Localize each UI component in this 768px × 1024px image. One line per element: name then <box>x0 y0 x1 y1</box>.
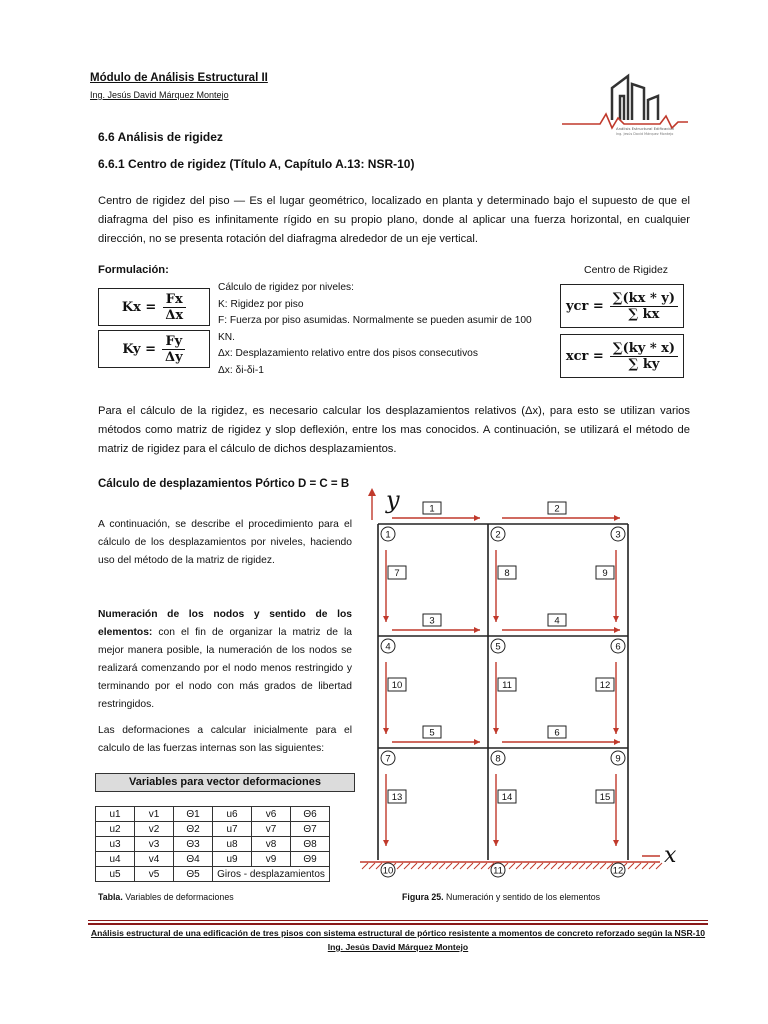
ground-hatch <box>586 863 592 869</box>
beam-arrowhead <box>474 515 480 521</box>
beam-label: 5 <box>429 727 435 739</box>
ground-hatch <box>600 863 606 869</box>
ground-hatch <box>467 863 473 869</box>
node-label: 4 <box>385 641 391 653</box>
column-arrowhead <box>493 840 499 846</box>
column-label: 11 <box>502 680 512 691</box>
ground-hatch <box>635 863 641 869</box>
variables-table <box>95 806 330 882</box>
ground-hatch <box>418 863 424 869</box>
subsection-heading: 6.6.1 Centro de rigidez (Título A, Capítulo A.13: NSR-10) <box>98 157 415 171</box>
ground-hatch <box>432 863 438 869</box>
column-arrowhead <box>493 728 499 734</box>
column-arrowhead <box>613 840 619 846</box>
logo-text-2: Ing. Jesús David Márquez Montejo <box>616 132 674 136</box>
beam-label: 4 <box>554 615 560 627</box>
ground-hatch <box>551 863 557 869</box>
column-label: 7 <box>394 568 400 579</box>
section-heading: 6.6 Análisis de rigidez <box>98 130 223 144</box>
node-label: 1 <box>385 529 391 541</box>
ground-hatch <box>579 863 585 869</box>
column-label: 13 <box>391 792 403 803</box>
column-arrowhead <box>613 616 619 622</box>
beam-arrowhead <box>614 627 620 633</box>
logo-text-1: Análisis Estructural Edificación <box>616 126 675 131</box>
beam-label: 3 <box>429 615 435 627</box>
column-label: 9 <box>602 568 608 579</box>
ground-hatch <box>649 863 655 869</box>
ground-hatch <box>446 863 452 869</box>
xcr-formula: xcr = $\frac{\sum(ky * x)}{\sum ky}$ <box>560 334 684 378</box>
frame-figure <box>360 486 690 890</box>
column-label: 15 <box>599 792 611 803</box>
column-label: 8 <box>504 568 510 579</box>
node-label: 8 <box>495 753 501 765</box>
ground-hatch <box>628 863 634 869</box>
ground-hatch <box>593 863 599 869</box>
footer-rule <box>88 920 708 921</box>
node-label: 2 <box>495 529 501 541</box>
column-arrowhead <box>383 840 389 846</box>
ground-hatch <box>362 863 368 869</box>
column-label: 10 <box>391 680 403 691</box>
footer-line-2: Ing. Jesús David Márquez Montejo <box>327 942 469 952</box>
beam-arrowhead <box>614 515 620 521</box>
ground-hatch <box>509 863 515 869</box>
table-row: u2 v2 Θ2 u7 v7 Θ7 <box>96 822 330 837</box>
ground-hatch <box>411 863 417 869</box>
beam-label: 1 <box>429 503 435 515</box>
column-arrowhead <box>613 728 619 734</box>
centro-rigidez-label: Centro de Rigidez <box>584 264 669 276</box>
ground-hatch <box>404 863 410 869</box>
header-author: Ing. Jesús David Márquez Montejo <box>90 90 229 100</box>
node-label: 9 <box>615 753 621 765</box>
node-label: 6 <box>615 641 621 653</box>
ground-hatch <box>397 863 403 869</box>
ground-hatch <box>656 863 662 869</box>
node-label: 3 <box>615 529 621 541</box>
table-row: u1 v1 Θ1 u6 v6 Θ6 <box>96 807 330 822</box>
column-arrowhead <box>383 616 389 622</box>
table-row: u5 v5 Θ5 Giros - desplazamientos <box>96 867 330 882</box>
table-row: u3 v3 Θ3 u8 v8 Θ8 <box>96 837 330 852</box>
column-arrowhead <box>493 616 499 622</box>
column-label: 12 <box>599 680 611 691</box>
ground-hatch <box>481 863 487 869</box>
ground-hatch <box>565 863 571 869</box>
table-row: u4 v4 Θ4 u9 v9 Θ9 <box>96 852 330 867</box>
calc-heading: Cálculo de desplazamientos Pórtico D = C = B <box>98 478 350 490</box>
table-caption: Tabla. Variables de deformaciones <box>98 892 234 902</box>
ground-hatch <box>516 863 522 869</box>
ground-hatch <box>572 863 578 869</box>
calc-paragraph-1: A continuación, se describe el procedimiento para el cálculo de los desplazamientos por niveles, haciendo uso del método de la matriz de rigidez. <box>98 519 352 566</box>
node-label: 7 <box>385 753 391 765</box>
beam-arrowhead <box>474 739 480 745</box>
footer-rule-2 <box>88 923 708 925</box>
ground-hatch <box>425 863 431 869</box>
formulation-description: Cálculo de rigidez por niveles: K: Rigidez por piso F: Fuerza por piso asumidas. Normalmente se pueden asumir de 100 KN. Δx: Desplazamiento relativo entre dos pisos consecutivos Δx: δi-δi-1 <box>218 282 532 376</box>
calc-paragraph-3: Las deformaciones a calcular inicialmente para el calculo de las fuerzas internas son las siguientes: <box>98 725 352 754</box>
calc-paragraph-2: Numeración de los nodos y sentido de los elementos: con el fin de organizar la matriz de la mejor manera posible, la numeración de los nodos se realizará comenzando por el nodo menos restringido y terminando por el nodo con más grados de libertad restringidos. <box>98 609 352 710</box>
beam-label: 6 <box>554 727 560 739</box>
beam-arrowhead <box>474 627 480 633</box>
ground-hatch <box>530 863 536 869</box>
node-label: 5 <box>495 641 501 653</box>
ground-hatch <box>544 863 550 869</box>
footer-line-1: Análisis estructural de una edificación de tres pisos con sistema estructural de pórtico resistente a momentos de concreto reforzado según la NSR-10 <box>90 928 706 938</box>
ground-hatch <box>369 863 375 869</box>
table-header: Variables para vector deformaciones <box>95 773 355 792</box>
ycr-formula: ycr = $\frac{\sum(kx * y)}{\sum kx}$ <box>560 284 684 328</box>
intro-paragraph: Centro de rigidez del piso — Es el lugar geométrico, localizado en planta y determinado bajo el supuesto de que el diafragma del piso es infinitamente rígido en su propio plano, donde al aplicar una fuerza horizontal, en cualquier dirección, no se presenta rotación del diafragma alrededor de un eje vertical. <box>98 195 690 245</box>
method-paragraph: Para el cálculo de la rigidez, es necesario calcular los desplazamientos relativos (Δx), para esto se utilizan varios métodos como matriz de rigidez y slop deflexión, entre los mas conocidos. A continuación, se utilizará el método de matriz de rigidez para el cálculo de dichos desplazamientos. <box>98 405 690 455</box>
ky-formula: Ky = $\frac{Fy}{\Delta y}$ <box>98 330 210 368</box>
ground-hatch <box>537 863 543 869</box>
ground-hatch <box>453 863 459 869</box>
y-axis-arrow <box>368 488 376 496</box>
ground-hatch <box>439 863 445 869</box>
header-title: Módulo de Análisis Estructural II <box>90 72 268 84</box>
kx-formula: Kx = $\frac{Fx}{\Delta x}$ <box>98 288 210 326</box>
node-label: 10 <box>382 865 394 877</box>
figure-caption: Figura 25. Numeración y sentido de los elementos <box>402 892 601 902</box>
ground-hatch <box>642 863 648 869</box>
node-label: 11 <box>493 865 503 877</box>
ground-hatch <box>460 863 466 869</box>
ground-hatch <box>474 863 480 869</box>
ground-hatch <box>523 863 529 869</box>
column-label: 14 <box>501 792 513 803</box>
axis-x-label: x <box>664 843 677 868</box>
node-label: 12 <box>612 865 624 877</box>
beam-arrowhead <box>614 739 620 745</box>
beam-label: 2 <box>554 503 560 515</box>
column-arrowhead <box>383 728 389 734</box>
formulation-label: Formulación: <box>98 264 169 276</box>
logo <box>560 66 690 138</box>
axis-y-label: y <box>386 486 400 514</box>
ground-hatch <box>558 863 564 869</box>
